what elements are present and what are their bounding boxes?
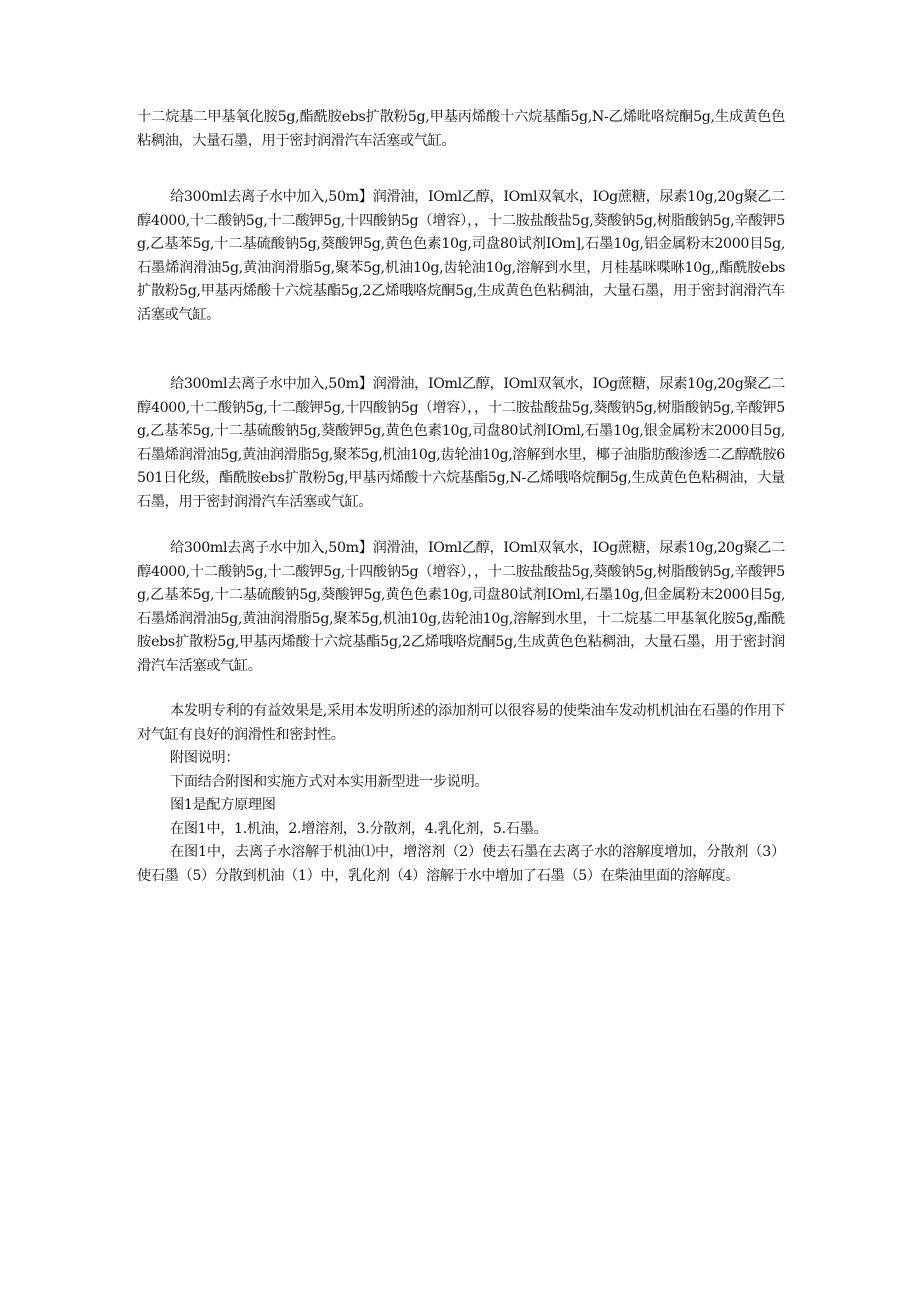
paragraph-3: 给300ml去离子水中加入,50m】润滑油，IOml乙醇，IOml双氧水，IOg蔗糖，尿素10g,20g聚乙二醇4000,十二酸钠5g,十二酸钾5g,十四酸钠5g（增容），，十二胺盐酸盐5g,葵酸钠5g,树脂酸钠5g,辛酸钾5g,乙基苯5g,十二基硫酸钠5g,葵酸钾5g,黄色色素10g,司盘80试剂IOml,石墨10g,但金属粉末2000目5g,石墨烯润滑油5g,黄油润滑脂5g,聚苯5g,机油10g,齿轮油10g,溶解到水里，十二烷基二甲基氧化胺5g,酯酰胺ebs扩散粉5g,甲基丙烯酸十六烷基酯5g,2乙烯哦咯烷酮5g,生成黄色色粘稠油，大量石墨，用于密封润滑汽车活塞或气缸。 <box>137 540 785 674</box>
paragraph-2: 给300ml去离子水中加入,50m】润滑油，IOml乙醇，IOml双氧水，IOg蔗糖，尿素10g,20g聚乙二醇4000,十二酸钠5g,十二酸钾5g,十四酸钠5g（增容），，十二胺盐酸盐5g,葵酸钠5g,树脂酸钠5g,辛酸钾5g,乙基苯5g,十二基硫酸钠5g,葵酸钾5g,黄色色素10g,司盘80试剂IOml,石墨10g,银金属粉末2000目5g,石墨烯润滑油5g,黄油润滑脂5g,聚苯5g,机油10g,齿轮油10g,溶解到水里，椰子油脂肪酸渗透二乙醇酰胺6501日化级，酯酰胺ebs扩散粉5g,甲基丙烯酸十六烷基酯5g,N-乙烯哦咯烷酮5g,生成黄色色粘稠油，大量石墨，用于密封润滑汽车活塞或气缸。 <box>137 376 785 510</box>
paragraph-7: 图1是配方原理图 <box>170 797 276 813</box>
paragraph-4: 本发明专利的有益效果是,采用本发明所述的添加剂可以很容易的使柴油车发动机机油在石墨的作用下对气缸有良好的润滑性和密封性。 <box>137 703 785 743</box>
paragraph-8: 在图1中，1.机油，2.增溶剂，3.分散剂，4.乳化剂，5.石墨。 <box>170 820 548 837</box>
paragraph-1: 给300ml去离子水中加入,50m】润滑油，IOml乙醇，IOml双氧水，IOg蔗糖，尿素10g,20g聚乙二醇4000,十二酸钠5g,十二酸钾5g,十四酸钠5g（增容），，十二胺盐酸盐5g,葵酸钠5g,树脂酸钠5g,辛酸钾5g,乙基苯5g,十二基硫酸钠5g,葵酸钾5g,黄色色素10g,司盘80试剂IOm],石墨10g,铝金属粉末2000目5g,石墨烯润滑油5g,黄油润滑脂5g,聚苯5g,机油10g,齿轮油10g,溶解到水里，月桂基咪喋咻10g,,酯酰胺ebs扩散粉5g,甲基丙烯酸十六烷基酯5g,2乙烯哦咯烷酮5g,生成黄色色粘稠油，大量石墨，用于密封润滑汽车活塞或气缸。 <box>137 189 785 323</box>
paragraph-6: 下面结合附图和实施方式对本实用新型进一步说明。 <box>170 773 489 790</box>
paragraph-0: 十二烷基二甲基氧化胺5g,酯酰胺ebs扩散粉5g,甲基丙烯酸十六烷基酯5g,N-乙烯吡咯烷酮5g,生成黄色色粘稠油，大量石墨，用于密封润滑汽车活塞或气缸。 <box>137 109 785 149</box>
paragraph-5: 附图说明： <box>170 750 240 766</box>
paragraph-9: 在图1中，去离子水溶解于机油⑴中，增溶剂（2）使去石墨在去离子水的溶解度增加，分散剂（3）使石墨（5）分散到机油（1）中，乳化剂（4）溶解于水中增加了石墨（5）在柴油里面的溶解度。 <box>137 844 785 884</box>
document-body <box>137 106 785 888</box>
